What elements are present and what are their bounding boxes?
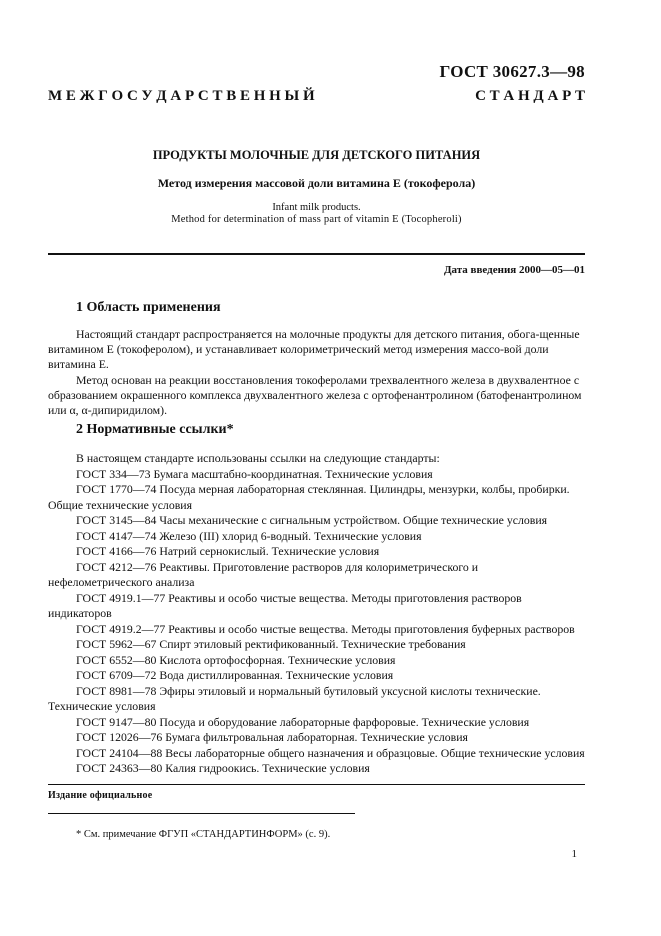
- reference-item: ГОСТ 6552—80 Кислота ортофосфорная. Технические условия: [76, 652, 396, 667]
- reference-item: ГОСТ 24104—88 Весы лабораторные общего назначения и образцовые. Общие технические условия: [76, 745, 585, 760]
- section-1-paragraph-2: Метод основан на реакции восстановления токоферолами трехвалентного железа в двухвалентное с образованием окрашенного комплекса двухвалентного железа с ортофенантролином (батофенантролином или α, α-дипиридилом).: [48, 373, 582, 417]
- reference-item: ГОСТ 4919.1—77 Реактивы и особо чистые вещества. Методы приготовления растворов индикаторов: [48, 590, 522, 620]
- english-title-line-2: Method for determination of mass part of vitamin E (Tocopheroli): [171, 214, 462, 225]
- banner-word-2: С Т А Н Д А Р Т: [475, 88, 585, 104]
- section-1-paragraph-1: Настоящий стандарт распространяется на молочные продукты для детского питания, обога-щенные витамином Е (токоферолом), и устанавливает колориметрический метод измерения массо-вой доли витамина Е.: [48, 327, 580, 371]
- introduction-date: Дата введения 2000—05—01: [443, 264, 585, 276]
- reference-item: ГОСТ 4147—74 Железо (III) хлорид 6-водный. Технические условия: [76, 528, 422, 543]
- reference-item: ГОСТ 4212—76 Реактивы. Приготовление растворов для колориметрического и нефелометрического анализа: [48, 559, 479, 589]
- document-title: ПРОДУКТЫ МОЛОЧНЫЕ ДЛЯ ДЕТСКОГО ПИТАНИЯ: [152, 148, 481, 162]
- section-1-heading: 1 Область применения: [76, 300, 221, 315]
- page-number: 1: [571, 848, 577, 860]
- header-divider: [48, 253, 585, 255]
- reference-item: ГОСТ 8981—78 Эфиры этиловый и нормальный бутиловый уксусной кислоты технические. Технические условия: [48, 683, 541, 713]
- footnote: * См. примечание ФГУП «СТАНДАРТИНФОРМ» (с. 9).: [76, 829, 331, 840]
- document-subtitle: Метод измерения массовой доли витамина Е (токоферола): [157, 176, 476, 190]
- reference-item: ГОСТ 4919.2—77 Реактивы и особо чистые вещества. Методы приготовления буферных растворов: [76, 621, 575, 636]
- footnote-divider: [48, 813, 355, 814]
- section-2-heading: 2 Нормативные ссылки*: [76, 422, 234, 437]
- reference-item: ГОСТ 1770—74 Посуда мерная лабораторная стеклянная. Цилиндры, мензурки, колбы, пробирки. Общие технические условия: [48, 482, 570, 512]
- reference-item: ГОСТ 9147—80 Посуда и оборудование лабораторные фарфоровые. Технические условия: [76, 714, 530, 729]
- reference-item: ГОСТ 5962—67 Спирт этиловый ректификованный. Технические требования: [76, 637, 466, 651]
- reference-item: ГОСТ 12026—76 Бумага фильтровальная лабораторная. Технические условия: [76, 730, 468, 744]
- standard-banner: [48, 88, 585, 105]
- banner-word-1: М Е Ж Г О С У Д А Р С Т В Е Н Н Ы Й: [48, 88, 315, 104]
- reference-item: ГОСТ 24363—80 Калия гидроокись. Технические условия: [76, 761, 370, 775]
- reference-item: ГОСТ 334—73 Бумага масштабно-координатная. Технические условия: [76, 466, 433, 481]
- references-intro: В настоящем стандарте использованы ссылки на следующие стандарты:: [76, 451, 440, 465]
- edition-label: Издание официальное: [48, 790, 153, 801]
- english-title-line-1: Infant milk products.: [272, 202, 361, 213]
- reference-item: ГОСТ 3145—84 Часы механические с сигнальным устройством. Общие технические условия: [76, 513, 548, 527]
- gost-number: ГОСТ 30627.3—98: [439, 62, 585, 81]
- reference-item: ГОСТ 6709—72 Вода дистиллированная. Технические условия: [76, 668, 394, 682]
- reference-item: ГОСТ 4166—76 Натрий сернокислый. Технические условия: [76, 544, 380, 558]
- footer-divider: [48, 784, 585, 785]
- references-list: [48, 451, 585, 777]
